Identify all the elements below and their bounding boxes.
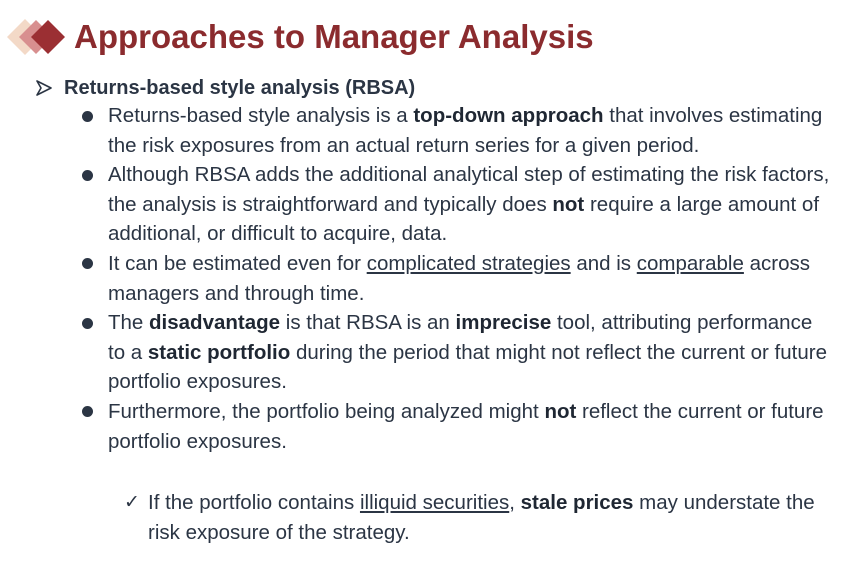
diamond-logo-icon bbox=[3, 15, 73, 59]
bullet-item-1 bbox=[80, 101, 830, 160]
text-run: Although RBSA adds the additional analytical step of estimating the risk factors, the analysis is straightforward and typically does bbox=[108, 163, 830, 216]
bullet-item-2 bbox=[80, 160, 830, 249]
text-run: If the portfolio contains bbox=[148, 491, 360, 514]
text-run: across managers and through time. bbox=[108, 251, 810, 305]
section-heading-text: Returns-based style analysis (RBSA) bbox=[64, 76, 416, 99]
text-run: reflect the current or future portfolio exposures. bbox=[108, 399, 824, 453]
emphasis-text: top-down approach bbox=[413, 104, 604, 127]
text-run: It can be estimated even for bbox=[108, 251, 367, 275]
arrow-bullet-shape bbox=[36, 80, 52, 96]
text-run: during the period that might not reflect the current or future portfolio exposures. bbox=[108, 340, 827, 394]
text-run: is that RBSA is an bbox=[280, 311, 456, 335]
bullet-text bbox=[108, 249, 830, 308]
bullet-text bbox=[108, 308, 830, 397]
underlined-text: illiquid securities bbox=[359, 491, 510, 514]
text-run: The bbox=[108, 311, 150, 335]
bullet-item-3 bbox=[80, 249, 830, 308]
bullet-text bbox=[108, 397, 830, 456]
section-heading bbox=[36, 73, 415, 103]
sub-bullet-item bbox=[124, 488, 824, 547]
text-run: that involves estimating the risk exposures from an actual return series for a given period. bbox=[108, 104, 823, 157]
bullet-text bbox=[108, 101, 830, 160]
text-run: Furthermore, the portfolio being analyzed might bbox=[108, 399, 545, 423]
underlined-text: comparable bbox=[636, 251, 744, 275]
emphasis-text: static portfolio bbox=[147, 340, 291, 364]
arrow-bullet-icon bbox=[36, 73, 64, 103]
bullet-item-4 bbox=[80, 308, 830, 397]
emphasis-text: stale prices bbox=[520, 491, 634, 514]
bullet-list bbox=[80, 101, 830, 456]
emphasis-text: not bbox=[544, 399, 577, 423]
bullet-dot-icon bbox=[80, 397, 108, 427]
bullet-item-5 bbox=[80, 397, 830, 456]
bullet-dot-icon bbox=[80, 308, 108, 338]
page-title: Approaches to Manager Analysis bbox=[74, 18, 594, 55]
text-run: , bbox=[509, 491, 521, 514]
text-run: may understate the risk exposure of the strategy. bbox=[148, 491, 815, 544]
sub-bullet-text bbox=[148, 488, 824, 547]
emphasis-text: imprecise bbox=[455, 311, 552, 335]
emphasis-text: disadvantage bbox=[149, 311, 281, 335]
text-run: Returns-based style analysis is a bbox=[108, 104, 414, 127]
emphasis-text: not bbox=[552, 192, 585, 216]
checkmark-icon: ✓ bbox=[124, 492, 140, 513]
text-run: and is bbox=[570, 251, 637, 275]
text-run: require a large amount of additional, or difficult to acquire, data. bbox=[108, 192, 820, 246]
bullet-dot-icon bbox=[80, 249, 108, 279]
bullet-dot-icon bbox=[80, 160, 108, 190]
text-run: tool, attributing performance to a bbox=[108, 311, 813, 364]
bullet-text bbox=[108, 160, 830, 249]
underlined-text: complicated strategies bbox=[366, 251, 571, 275]
bullet-dot-icon bbox=[80, 101, 108, 131]
